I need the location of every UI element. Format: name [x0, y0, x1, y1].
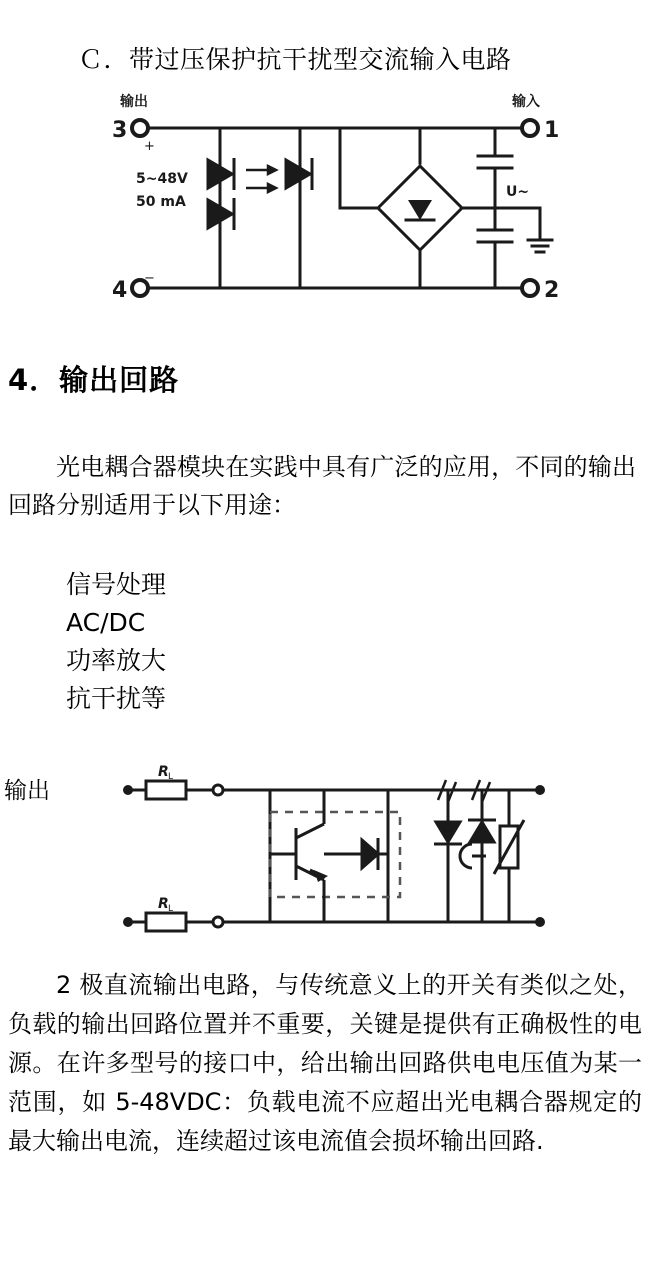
resistor-top-label: R: [158, 764, 169, 780]
paragraph-uses-intro: 光电耦合器模块在实践中具有广泛的应用，不同的输出回路分别适用于以下用途：: [8, 453, 636, 519]
input-top-label: 输入: [512, 94, 540, 110]
figure-ac-input-circuit: [100, 88, 560, 318]
section-heading-4: 4．输出回路: [8, 363, 180, 397]
list-item: 抗干扰等: [66, 684, 167, 713]
ac-input-circuit-svg: [100, 88, 560, 318]
dc-output-circuit-svg: [100, 762, 570, 952]
section-heading-c: Ｃ．带过压保护抗干扰型交流输入电路: [78, 45, 512, 74]
uses-list: [66, 566, 166, 718]
output-figure-label: 输出: [4, 778, 50, 804]
terminal-4-label: 4: [112, 278, 128, 303]
terminal-2-label: 2: [544, 278, 560, 303]
voltage-range-label: 5~48V: [136, 171, 188, 187]
ac-source-label: U~: [506, 184, 530, 200]
resistor-bottom-subscript: L: [168, 904, 174, 914]
list-item: AC/DC: [66, 608, 146, 637]
paragraph-output-description: 2 极直流输出电路，与传统意义上的开关有类似之处，负载的输出回路位置并不重要，关键是提供有正确极性的电源。在许多型号的接口中，给出输出回路供电电压值为某一范围，如 5-48VDC：负载电流不应超出光电耦合器规定的最大输出电流，连续超过该电流值会损坏输出回路.: [8, 971, 642, 1155]
svg-text:+: +: [144, 139, 155, 154]
terminal-1-label: 1: [544, 118, 560, 143]
resistor-top-subscript: L: [168, 772, 174, 782]
resistor-bottom-label: R: [158, 896, 169, 912]
supply-top-label: 输出: [120, 94, 148, 110]
figure-dc-output-circuit: [100, 762, 570, 952]
terminal-3-label: 3: [112, 118, 128, 143]
current-label: 50 mA: [136, 194, 186, 210]
list-item: 功率放大: [66, 646, 167, 675]
svg-text:−: −: [144, 271, 155, 286]
list-item: 信号处理: [66, 570, 167, 599]
